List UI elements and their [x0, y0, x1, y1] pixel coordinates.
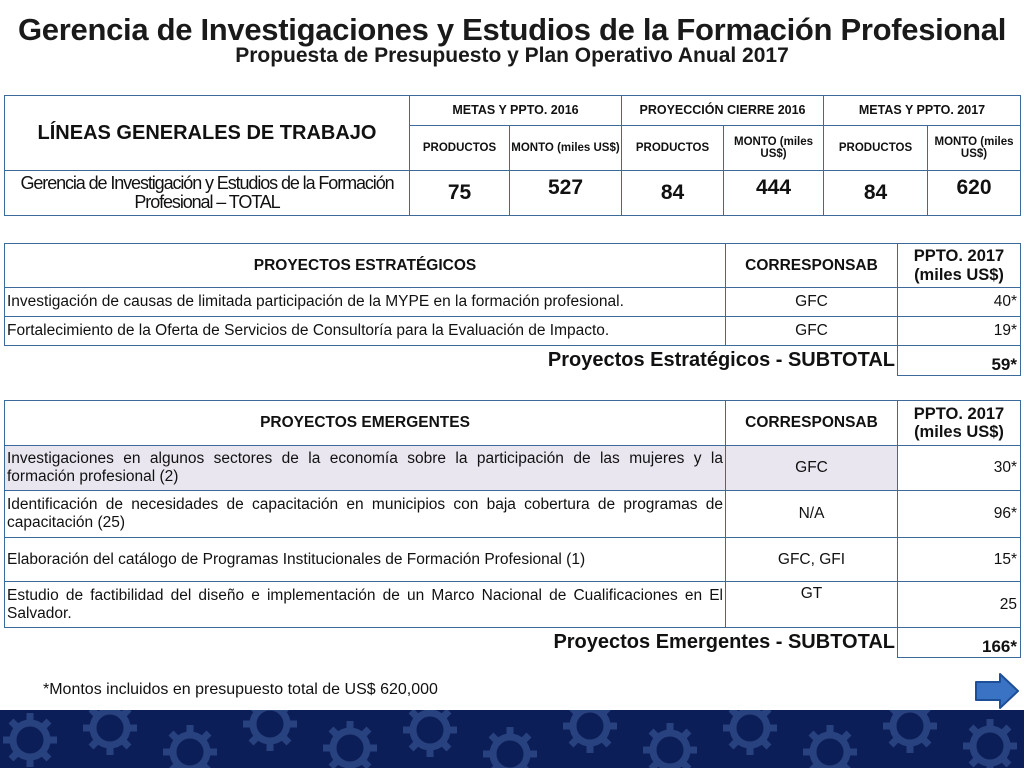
strategic-resp-header: CORRESPONSAB: [726, 244, 898, 288]
table-row: [5, 317, 1021, 346]
summary-table: [4, 95, 1021, 216]
products-2017-value: 84: [824, 171, 928, 216]
amount-2016-value: 527: [510, 171, 622, 216]
emergent-projects-table: [4, 400, 1021, 658]
page-title: Gerencia de Investigaciones y Estudios de la Formación Profesional: [17, 12, 1007, 47]
next-slide-button[interactable]: [974, 672, 1020, 710]
amount-header-2016: MONTO (miles US$): [510, 126, 622, 171]
project-budget: 96*: [898, 491, 1021, 538]
amount-2017-value: 620: [928, 171, 1021, 216]
strategic-header: PROYECTOS ESTRATÉGICOS: [5, 244, 726, 288]
footer-band: [0, 710, 1024, 768]
table-row: [5, 446, 1021, 491]
amount-header-projection: MONTO (miles US$): [724, 126, 824, 171]
project-responsible: GFC: [726, 446, 898, 491]
strategic-budget-header: PPTO. 2017 (miles US$): [898, 244, 1021, 288]
products-header-2016: PRODUCTOS: [410, 126, 510, 171]
strategic-projects-table: [4, 243, 1021, 376]
emergent-resp-header: CORRESPONSAB: [726, 401, 898, 446]
project-responsible: N/A: [726, 491, 898, 538]
strategic-subtotal-amount: 59*: [898, 346, 1021, 376]
table-row: [5, 491, 1021, 538]
emergent-subtotal-amount: 166*: [898, 628, 1021, 658]
project-description: Identificación de necesidades de capacitación en municipios con baja cobertura de programas de capacitación (25): [5, 491, 726, 538]
strategic-subtotal-label: Proyectos Estratégicos - SUBTOTAL: [5, 346, 898, 376]
table-row: [5, 171, 1021, 216]
products-2016-value: 75: [410, 171, 510, 216]
project-description: Estudio de factibilidad del diseño e implementación de un Marco Nacional de Cualificaciones en El Salvador.: [5, 582, 726, 628]
project-budget: 30*: [898, 446, 1021, 491]
project-budget: 15*: [898, 538, 1021, 582]
products-projection-value: 84: [622, 171, 724, 216]
emergent-budget-header: PPTO. 2017 (miles US$): [898, 401, 1021, 446]
gear-pattern-decoration: [0, 710, 1024, 768]
page-subtitle: Propuesta de Presupuesto y Plan Operativo Anual 2017: [235, 44, 789, 67]
amount-header-2017: MONTO (miles US$): [928, 126, 1021, 171]
group-header-projection-2016: PROYECCIÓN CIERRE 2016: [622, 96, 824, 126]
project-description: Fortalecimiento de la Oferta de Servicios de Consultoría para la Evaluación de Impacto.: [5, 317, 726, 346]
project-budget: 19*: [898, 317, 1021, 346]
project-budget: 40*: [898, 288, 1021, 317]
products-header-projection: PRODUCTOS: [622, 126, 724, 171]
products-header-2017: PRODUCTOS: [824, 126, 928, 171]
project-responsible: GFC, GFI: [726, 538, 898, 582]
emergent-subtotal-label: Proyectos Emergentes - SUBTOTAL: [5, 628, 898, 658]
project-responsible: GFC: [726, 288, 898, 317]
table-row: [5, 582, 1021, 628]
project-responsible: GT: [726, 582, 898, 628]
footnote: *Montos incluidos en presupuesto total de US$ 620,000: [43, 681, 438, 698]
amount-projection-value: 444: [724, 171, 824, 216]
right-arrow-icon: [974, 672, 1020, 710]
total-row-label: Gerencia de Investigación y Estudios de la Formación Profesional – TOTAL: [5, 171, 410, 216]
project-responsible: GFC: [726, 317, 898, 346]
project-description: Investigación de causas de limitada participación de la MYPE en la formación profesional.: [5, 288, 726, 317]
group-header-2017: METAS Y PPTO. 2017: [824, 96, 1021, 126]
group-header-2016: METAS Y PPTO. 2016: [410, 96, 622, 126]
project-description: Investigaciones en algunos sectores de la economía sobre la participación de las mujeres y la formación profesional (2): [5, 446, 726, 491]
project-budget: 25: [898, 582, 1021, 628]
lines-header: LÍNEAS GENERALES DE TRABAJO: [5, 96, 410, 171]
table-row: [5, 288, 1021, 317]
project-description: Elaboración del catálogo de Programas Institucionales de Formación Profesional (1): [5, 538, 726, 582]
emergent-header: PROYECTOS EMERGENTES: [5, 401, 726, 446]
table-row: [5, 538, 1021, 582]
